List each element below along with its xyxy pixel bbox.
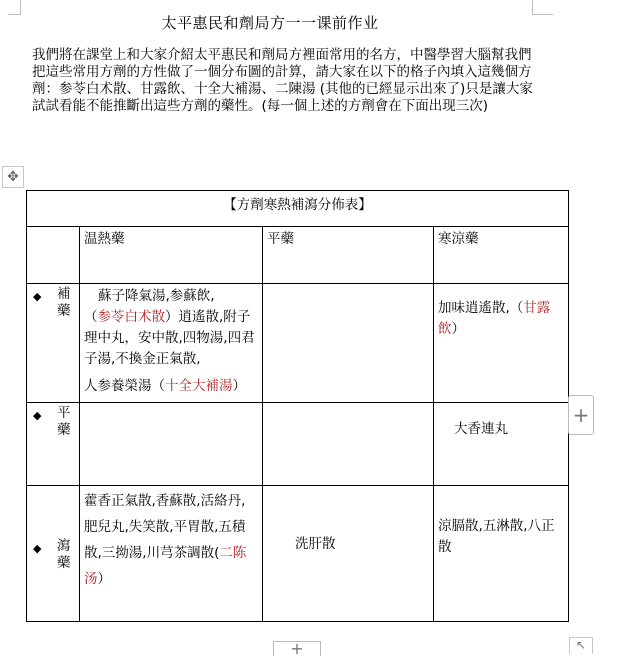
header-warm[interactable]: 温熱藥 <box>80 227 263 284</box>
paren-close: ） <box>232 378 246 394</box>
cell-purge-cold[interactable]: 涼膈散,五淋散,八正散 <box>434 486 569 622</box>
cell-neutral-neutral[interactable] <box>263 403 434 486</box>
diamond-bullet-icon: ◆ <box>33 409 42 422</box>
cell-purge-neutral[interactable]: 洗肝散 <box>263 486 434 622</box>
table-caption[interactable]: 【方劑寒熱補瀉分佈表】 <box>27 191 569 227</box>
answer-erchen-tang: 二陈汤 <box>84 545 247 587</box>
cell-purge-warm[interactable] <box>80 486 263 622</box>
row-label-purge[interactable] <box>27 486 80 622</box>
row-label-text: 瀉藥 <box>57 538 71 571</box>
paren-open: （ <box>84 309 98 325</box>
row-label-neutral[interactable] <box>27 403 80 486</box>
cell-text: ）逍遙散,附子理中丸，安中散,四物湯,四君子湯,不換金正氣散, <box>84 309 255 367</box>
cell-tonify-neutral[interactable] <box>263 284 434 403</box>
row-label-text: 平藥 <box>57 405 71 438</box>
table-move-handle-icon[interactable]: ✥ <box>2 166 24 188</box>
add-column-button[interactable]: + <box>568 395 594 435</box>
cell-neutral-warm[interactable] <box>80 403 263 486</box>
answer-ganlu-yin: 甘露飲 <box>438 300 551 337</box>
cell-tonify-warm[interactable] <box>80 284 263 403</box>
cell-text: 加味逍遙散,（ <box>438 300 524 316</box>
document-title: 太平惠民和劑局方一一课前作业 <box>161 14 379 32</box>
row-label-text: 補藥 <box>57 286 71 319</box>
cell-tonify-cold[interactable] <box>434 284 569 403</box>
cell-neutral-cold[interactable]: 大香連丸 <box>434 403 569 486</box>
diamond-bullet-icon: ◆ <box>33 290 42 303</box>
add-row-button[interactable]: + <box>273 641 321 656</box>
header-empty-cell[interactable] <box>27 227 80 284</box>
cell-text: 蘇子降氣湯,参蘇飲, <box>98 288 215 304</box>
cell-text: 藿香正氣散,香蘇散,活絡丹,肥兒丸,失笑散,平胃散,五積散,三拗湯,川芎茶調散( <box>84 493 246 561</box>
header-cold[interactable]: 寒涼藥 <box>434 227 569 284</box>
formula-distribution-table <box>26 190 569 622</box>
cell-text: 人参養榮湯（ <box>84 378 165 394</box>
paren-close: ） <box>451 321 465 337</box>
row-label-tonify[interactable] <box>27 284 80 403</box>
paren-close: ） <box>97 571 111 587</box>
intro-paragraph: 我們將在課堂上和大家介紹太平惠民和劑局方裡面常用的名方，中醫學習大腦幫我們把這些常用方劑的方性做了一個分布圖的計算，請大家在以下的格子內填入這幾個方劑：参苓白术散、甘露飲、十全大補湯、二陳湯 (其他的已經显示出來了)只是讓大家試試看能不能推斷出這些方劑的藥性。(每一個上述的方劑會在下面出现三次) <box>32 47 533 114</box>
answer-shenling-baizhu: 参苓白术散 <box>97 309 165 325</box>
answer-shiquan-dabu: 十全大補湯 <box>165 378 233 394</box>
table-resize-handle-icon[interactable]: ↖ <box>569 637 593 654</box>
header-neutral[interactable]: 平藥 <box>263 227 434 284</box>
diamond-bullet-icon: ◆ <box>33 542 42 555</box>
